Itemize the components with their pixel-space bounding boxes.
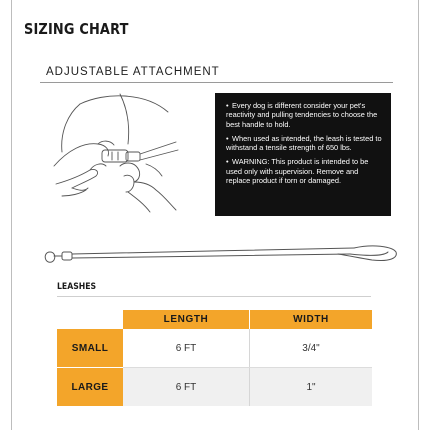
section-divider [40, 82, 393, 83]
leash-illustration [42, 240, 402, 270]
leashes-heading: LEASHES [57, 282, 97, 292]
cell-small-length: 6 FT [123, 329, 250, 368]
page-frame-right [418, 0, 419, 430]
table-corner [57, 310, 123, 329]
notice-text: WARNING: This product is intended to be used only with supervision. Remove and replace product if torn or damaged. [226, 157, 369, 185]
cell-large-width: 1" [250, 368, 373, 407]
notice-item: • Every dog is different consider your pet's reactivity and pulling tendencies to choose the best handle to hold. [226, 101, 378, 129]
notice-item: • When used as intended, the leash is tested to withstand a tensile strength of 650 lbs. [226, 133, 382, 152]
row-header-small: SMALL [57, 329, 123, 368]
cell-small-width: 3/4" [250, 329, 373, 368]
notice-text: When used as intended, the leash is tested to withstand a tensile strength of 650 lbs. [226, 133, 382, 152]
page-title: SIZING CHART [24, 20, 129, 38]
notice-text: Every dog is different consider your pet's reactivity and pulling tendencies to choose the best handle to hold. [226, 101, 378, 129]
hands-clip-illustration [50, 92, 190, 217]
leashes-divider [57, 296, 371, 297]
page-frame-left [11, 0, 12, 430]
column-header-width: WIDTH [250, 310, 373, 329]
table-row [57, 329, 372, 368]
table-row [57, 368, 372, 407]
sizing-table [57, 310, 372, 406]
notice-box [215, 93, 391, 216]
cell-large-length: 6 FT [123, 368, 250, 407]
column-header-length: LENGTH [123, 310, 250, 329]
table-header-row [57, 310, 372, 329]
notice-item: • WARNING: This product is intended to be used only with supervision. Remove and replace product if torn or damaged. [226, 157, 369, 185]
section-heading: ADJUSTABLE ATTACHMENT [46, 66, 220, 78]
row-header-large: LARGE [57, 368, 123, 407]
